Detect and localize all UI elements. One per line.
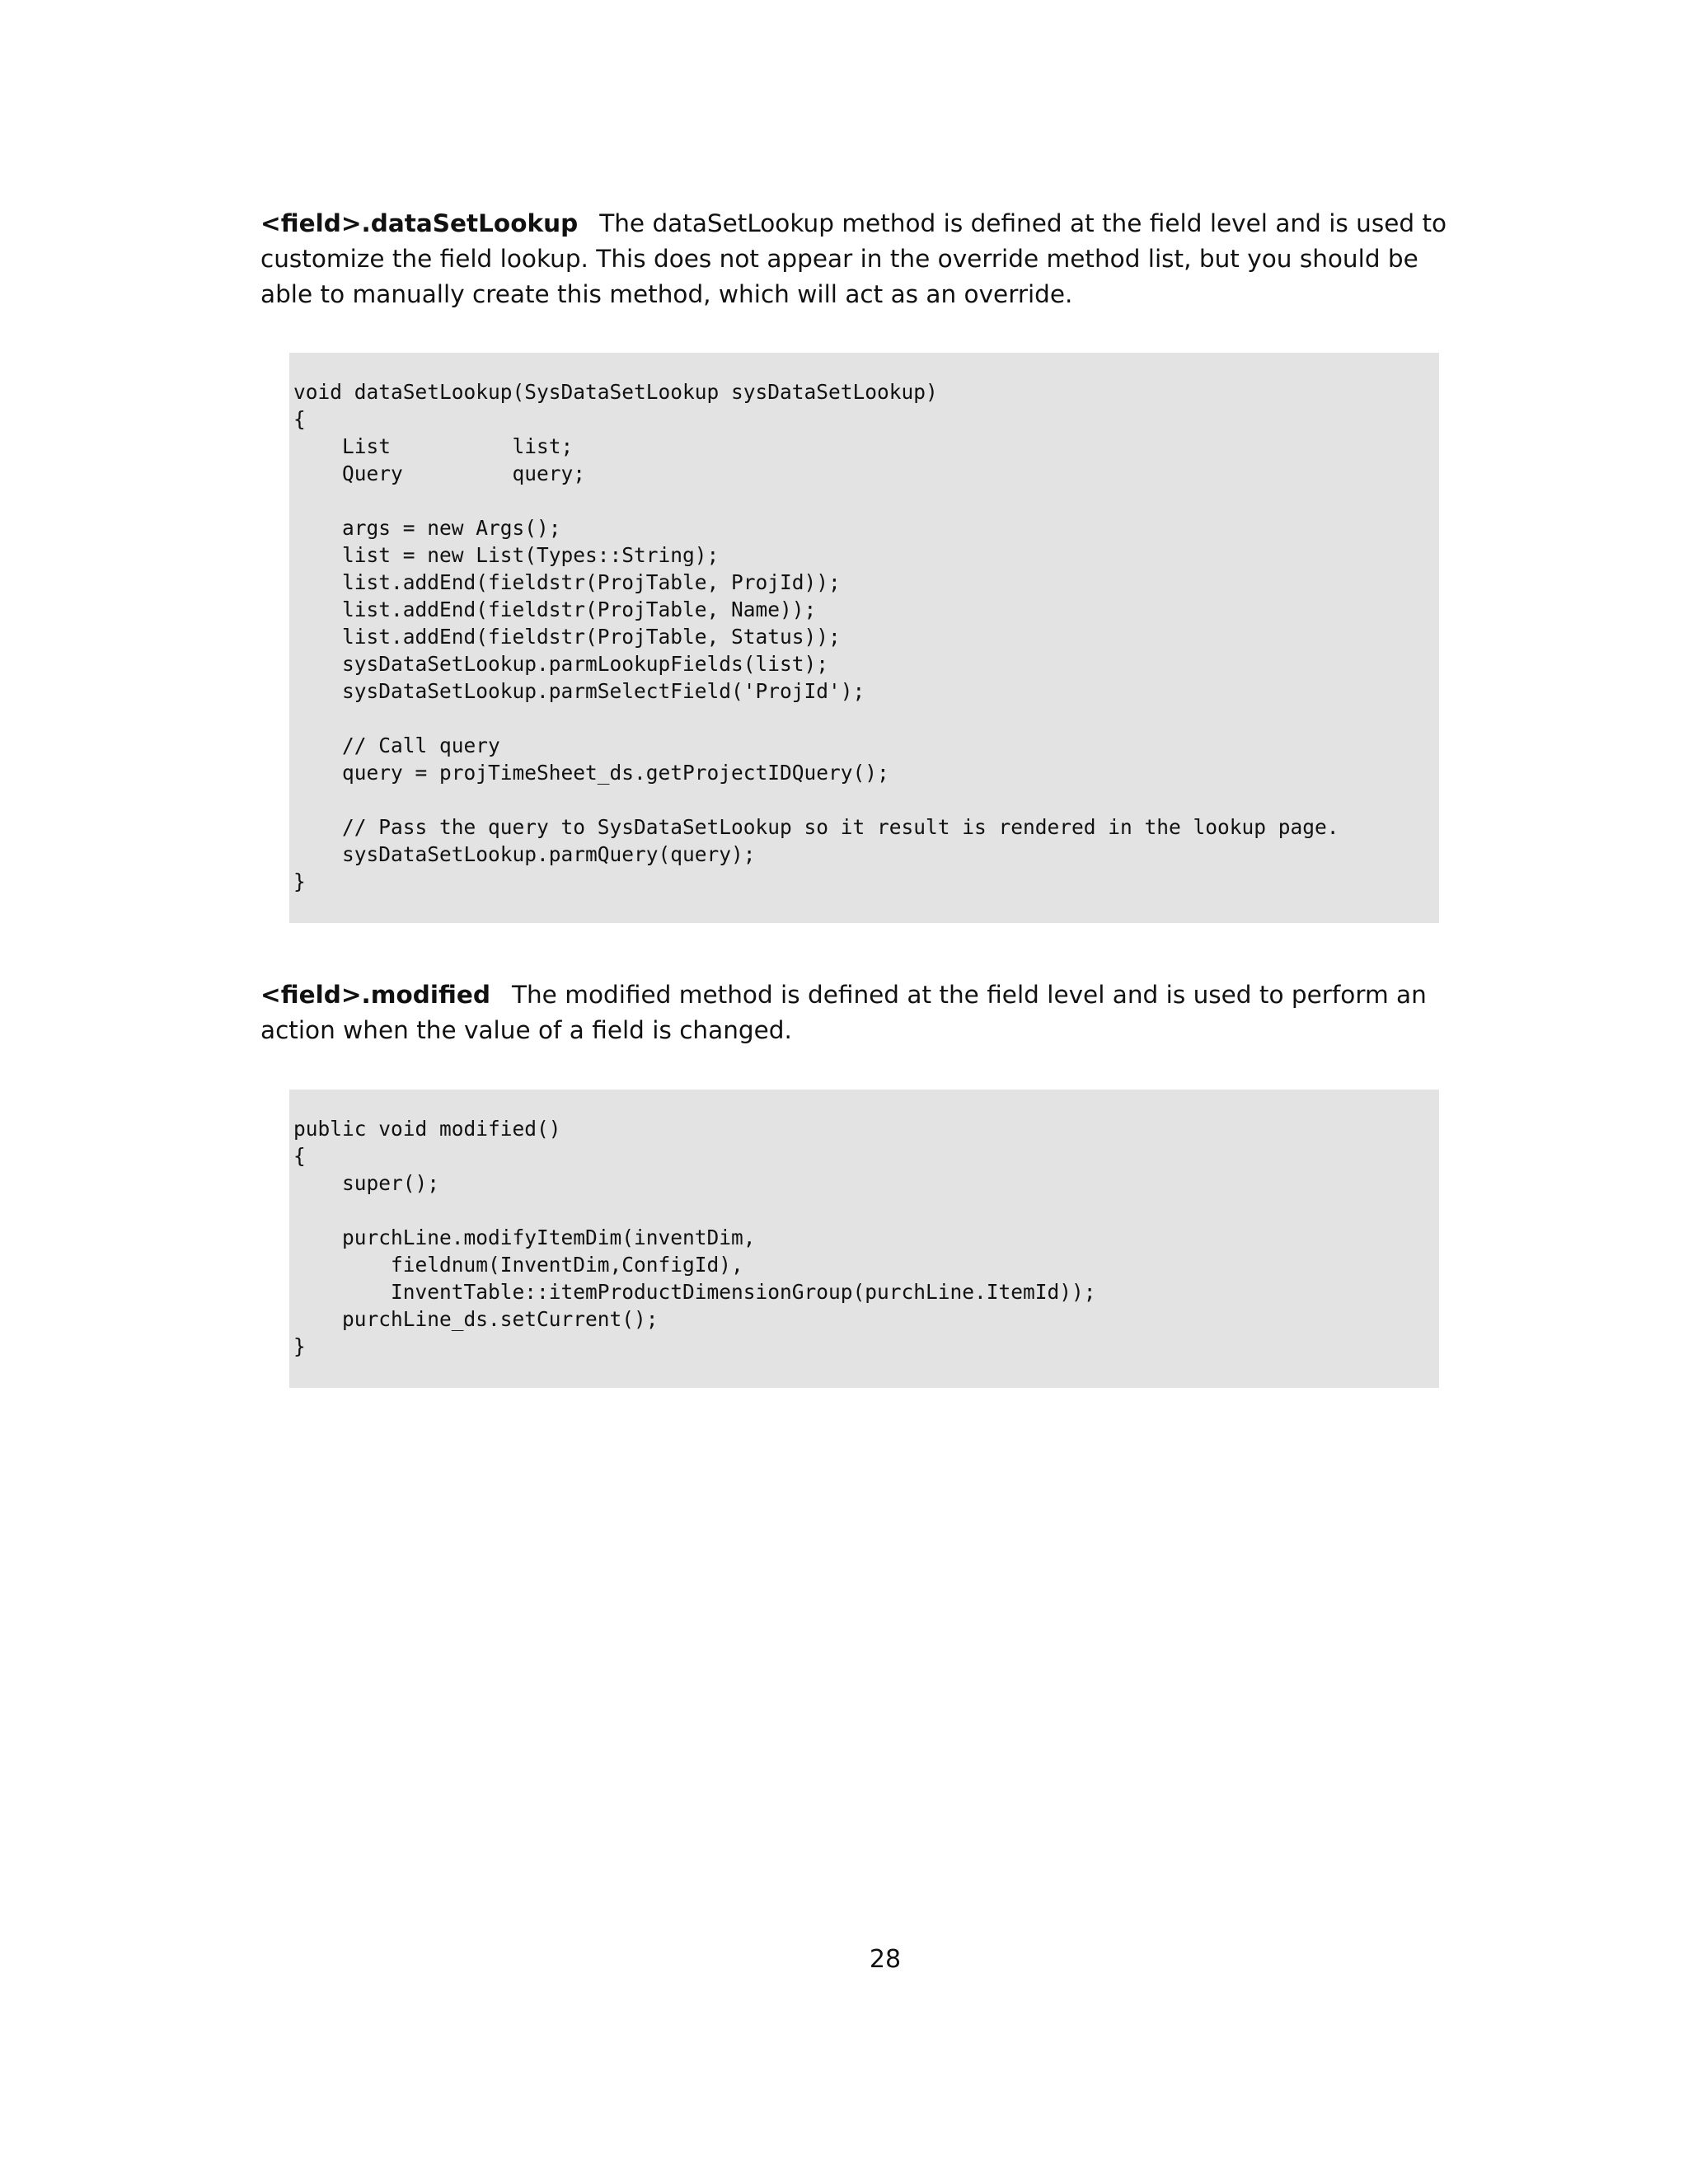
- code-line: purchLine_ds.setCurrent();: [293, 1307, 659, 1331]
- page-number: 28: [869, 1945, 902, 1974]
- code-line: fieldnum(InventDim,ConfigId),: [293, 1253, 743, 1277]
- section-modified-paragraph: [260, 977, 1472, 1048]
- section-modified-description: The modified method is defined at the field level and is used to perform an action when the value of a field is changed.: [260, 981, 1427, 1044]
- section-datasetlookup-description: The dataSetLookup method is defined at the field level and is used to customize the field lookup. This does not appear in the override method list, but you should be able to manually create this method, which will act as an override.: [260, 209, 1447, 308]
- code-line: {: [293, 1144, 306, 1168]
- code-line: // Call query: [293, 733, 500, 757]
- code-listing-datasetlookup: [293, 353, 1439, 895]
- code-line: list.addEnd(fieldstr(ProjTable, ProjId));: [293, 570, 841, 594]
- code-line: [293, 487, 1439, 514]
- code-line: args = new Args();: [293, 516, 561, 540]
- code-block-datasetlookup: [289, 353, 1439, 923]
- code-line: }: [293, 869, 306, 893]
- code-line: [293, 705, 1439, 732]
- section-datasetlookup-paragraph: [260, 206, 1472, 312]
- section-modified-term: <field>.modified: [260, 981, 490, 1009]
- code-line: sysDataSetLookup.parmSelectField('ProjId');: [293, 679, 865, 703]
- code-line: Query query;: [293, 462, 586, 485]
- code-line: }: [293, 1334, 306, 1358]
- section-datasetlookup-term: <field>.dataSetLookup: [260, 209, 579, 237]
- code-line: list.addEnd(fieldstr(ProjTable, Status));: [293, 625, 841, 649]
- code-line: public void modified(): [293, 1117, 561, 1141]
- code-line: InventTable::itemProductDimensionGroup(purchLine.ItemId));: [293, 1280, 1096, 1304]
- code-line: [293, 786, 1439, 813]
- code-line: sysDataSetLookup.parmQuery(query);: [293, 842, 756, 866]
- code-line: super();: [293, 1171, 440, 1195]
- code-line: void dataSetLookup(SysDataSetLookup sysDataSetLookup): [293, 380, 938, 404]
- code-line: purchLine.modifyItemDim(inventDim,: [293, 1226, 756, 1249]
- code-line: [293, 1197, 1439, 1224]
- code-line: List list;: [293, 434, 574, 458]
- code-line: list.addEnd(fieldstr(ProjTable, Name));: [293, 598, 817, 621]
- code-listing-modified: [293, 1090, 1439, 1360]
- code-line: list = new List(Types::String);: [293, 543, 720, 567]
- code-line: // Pass the query to SysDataSetLookup so it result is rendered in the lookup page.: [293, 815, 1339, 839]
- code-block-modified: [289, 1090, 1439, 1388]
- code-line: {: [293, 407, 306, 431]
- code-line: query = projTimeSheet_ds.getProjectIDQuery();: [293, 761, 889, 785]
- code-line: sysDataSetLookup.parmLookupFields(list);: [293, 652, 829, 676]
